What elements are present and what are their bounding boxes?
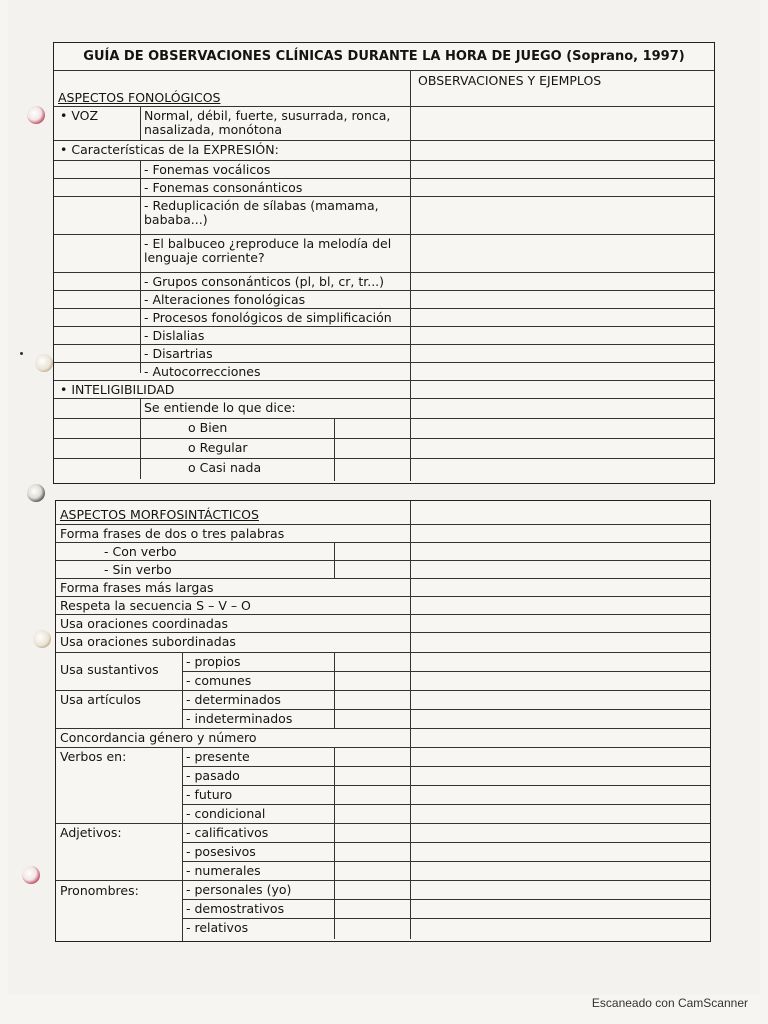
con-verbo-label: - Con verbo [104, 544, 177, 559]
verbos-item: - condicional [186, 806, 266, 821]
expresion-item: - El balbuceo ¿reproduce la melodía del lenguaje corriente? [144, 236, 392, 265]
expresion-label: • Características de la EXPRESIÓN: [60, 142, 279, 157]
inteligibilidad-option: o Casi nada [188, 460, 262, 475]
adjetivos-item: - calificativos [186, 825, 269, 840]
binder-hole-icon [35, 354, 53, 372]
sustantivos-item: - propios [186, 654, 241, 669]
voz-label: • VOZ [60, 108, 99, 123]
phonological-table [53, 42, 715, 484]
se-entiende-label: Se entiende lo que dice: [144, 400, 296, 415]
adjetivos-item: - numerales [186, 863, 261, 878]
binder-hole-icon [27, 484, 45, 502]
expresion-item: - Disartrias [144, 346, 213, 361]
expresion-item: - Fonemas consonánticos [144, 180, 303, 195]
binder-hole-icon [22, 866, 40, 884]
inteligibilidad-label: • INTELIGIBILIDAD [60, 382, 175, 397]
frases-label: Forma frases de dos o tres palabras [60, 526, 285, 541]
expresion-item: - Reduplicación de sílabas (mamama, bababa...) [144, 198, 379, 227]
scanner-watermark: Escaneado con CamScanner [591, 996, 748, 1010]
pronombres-item: - personales (yo) [186, 882, 292, 897]
articulos-label: Usa artículos [60, 692, 141, 707]
pronombres-item: - relativos [186, 920, 249, 935]
morphosyntactic-table [55, 500, 711, 942]
expresion-item: - Autocorrecciones [144, 364, 261, 379]
pronombres-item: - demostrativos [186, 901, 285, 916]
sustantivos-label: Usa sustantivos [60, 662, 159, 677]
observations-header: OBSERVACIONES Y EJEMPLOS [418, 73, 602, 88]
expresion-item: - Fonemas vocálicos [144, 162, 271, 177]
binder-hole-icon [33, 630, 51, 648]
observation-cell[interactable] [410, 107, 714, 140]
expresion-item: - Dislalias [144, 328, 205, 343]
adjetivos-label: Adjetivos: [60, 825, 122, 840]
articulos-item: - determinados [186, 692, 281, 707]
inteligibilidad-option: o Bien [188, 420, 228, 435]
verbos-item: - pasado [186, 768, 240, 783]
expresion-item: - Alteraciones fonológicas [144, 292, 306, 307]
verbos-label: Verbos en: [60, 749, 127, 764]
page-title: GUÍA DE OBSERVACIONES CLÍNICAS DURANTE LA HORA DE JUEGO (Soprano, 1997) [83, 49, 685, 64]
secuencia-label: Respeta la secuencia S – V – O [60, 598, 251, 613]
section-heading-phonological: ASPECTOS FONOLÓGICOS [58, 90, 221, 105]
expresion-item: - Grupos consonánticos (pl, bl, cr, tr...) [144, 274, 385, 289]
section-heading-morphosyntactic: ASPECTOS MORFOSINTÁCTICOS [60, 507, 259, 522]
voz-description: Normal, débil, fuerte, susurrada, ronca, nasalizada, monótona [144, 108, 391, 137]
expresion-item: - Procesos fonológicos de simplificación [144, 310, 392, 325]
articulos-item: - indeterminados [186, 711, 293, 726]
frases-largas-label: Forma frases más largas [60, 580, 214, 595]
subordinadas-label: Usa oraciones subordinadas [60, 634, 236, 649]
adjetivos-item: - posesivos [186, 844, 256, 859]
inteligibilidad-option: o Regular [188, 440, 248, 455]
verbos-item: - futuro [186, 787, 233, 802]
sin-verbo-label: - Sin verbo [104, 562, 172, 577]
binder-hole-icon [27, 106, 45, 124]
concordancia-label: Concordancia género y número [56, 729, 410, 747]
sustantivos-item: - comunes [186, 673, 252, 688]
coordinadas-label: Usa oraciones coordinadas [60, 616, 229, 631]
pronombres-label: Pronombres: [60, 883, 139, 898]
verbos-item: - presente [186, 749, 250, 764]
